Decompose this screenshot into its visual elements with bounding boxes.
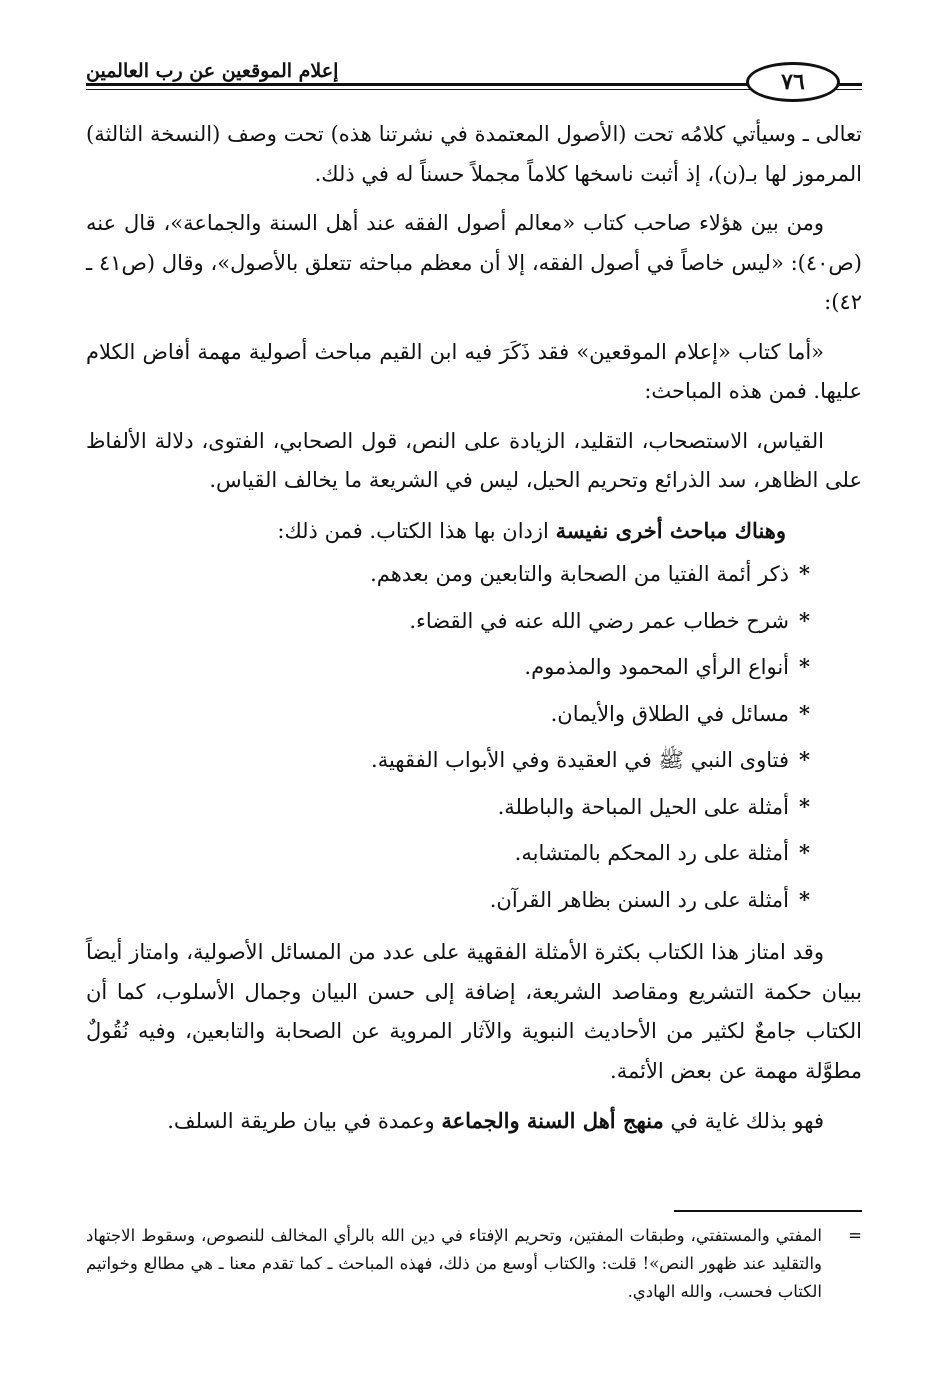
paragraph-1: تعالى ـ وسيأتي كلامُه تحت (الأصول المعتمدة في نشرتنا هذه) تحت وصف (النسخة الثالثة) المرموز لها بـ(ن)، إذ أثبت ناسخها كلاماً مجملاً حسناً له في ذلك.	[86, 122, 862, 186]
list-item: *فتاوى النبي ﷺ في العقيدة وفي الأبواب الفقهية.	[371, 747, 810, 772]
paragraph-4: القياس، الاستصحاب، التقليد، الزيادة على النص، قول الصحابي، الفتوى، دلالة الألفاظ على الظاهر، سد الذرائع وتحريم الحيل، ليس في الشريعة ما يخالف القياس.	[86, 428, 862, 492]
paragraph-7: فهو بذلك غاية في منهج أهل السنة والجماعة وعمدة في بيان طريقة السلف.	[167, 1108, 824, 1133]
bullet-mark: *	[799, 561, 810, 586]
footnote-continuation-marker: =	[848, 1226, 862, 1245]
list-item: *أمثلة على الحيل المباحة والباطلة.	[497, 793, 810, 819]
list-item: *أمثلة على رد السنن بظاهر القرآن.	[489, 886, 810, 912]
paragraph-6: وقد امتاز هذا الكتاب بكثرة الأمثلة الفقهية على عدد من المسائل الأصولية، وامتاز أيضاً ببيان حكمة التشريع ومقاصد الشريعة، إضافة إلى حسن البيان وجمال الأسلوب، كما أن الكتاب جامعٌ لكثير من الأحاديث النبوية والآثار المروية عن الصحابة والتابعين، وفيه نُقُولٌ مطوَّلة مهمة عن بعض الأئمة.	[86, 940, 862, 1083]
paragraph-3: «أما كتاب «إعلام الموقعين» فقد ذَكَرَ فيه ابن القيم مباحث أصولية مهمة أفاض الكلام عليها. فمن هذه المباحث:	[86, 339, 862, 403]
bullet-mark: *	[799, 793, 810, 819]
footnote-divider	[674, 1210, 862, 1212]
list-item: *أمثلة على رد المحكم بالمتشابه.	[514, 840, 810, 865]
topics-list	[86, 551, 862, 923]
page-header	[86, 52, 862, 102]
running-title: إعلام الموقعين عن رب العالمين	[86, 60, 339, 82]
header-rule-thin	[86, 89, 862, 90]
list-item: *شرح خطاب عمر رضي الله عنه في القضاء.	[409, 607, 810, 633]
paragraph-5-rest: ازدان بها هذا الكتاب. فمن ذلك:	[277, 518, 556, 543]
paragraph-7-bold: منهج أهل السنة والجماعة	[441, 1108, 664, 1133]
paragraph-5-bold: وهناك مباحث أخرى نفيسة	[555, 517, 786, 543]
main-text	[86, 115, 862, 1142]
bullet-mark: *	[799, 654, 810, 679]
footnote	[86, 1222, 862, 1306]
bullet-mark: *	[799, 700, 810, 726]
list-item: *مسائل في الطلاق والأيمان.	[550, 700, 810, 726]
paragraph-5	[86, 511, 862, 552]
list-item: *ذكر أئمة الفتيا من الصحابة والتابعين ومن بعدهم.	[370, 561, 810, 586]
list-item: *أنواع الرأي المحمود والمذموم.	[524, 654, 810, 679]
footnote-text: المفتي والمستفتي، وطبقات المفتين، وتحريم الإفتاء في دين الله بالرأي المخالف للنصوص، وسقوط الاجتهاد والتقليد عند ظهور النص»! قلت: والكتاب أوسع من ذلك، فهذه المباحث ـ كما تقدم معنا ـ هي مطالع وخواتيم الكتاب فحسب، والله الهادي.	[86, 1226, 822, 1301]
paragraph-2: ومن بين هؤلاء صاحب كتاب «معالم أصول الفقه عند أهل السنة والجماعة»، قال عنه (ص٤٠): «ليس خاصاً في أصول الفقه، إلا أن معظم مباحثه تتعلق بالأصول»، وقال (ص٤١ ـ ٤٢):	[86, 211, 862, 314]
bullet-mark: *	[799, 747, 810, 772]
bullet-mark: *	[799, 886, 810, 912]
page-number: ٧٦	[746, 62, 840, 102]
bullet-mark: *	[799, 840, 810, 865]
bullet-mark: *	[799, 607, 810, 633]
